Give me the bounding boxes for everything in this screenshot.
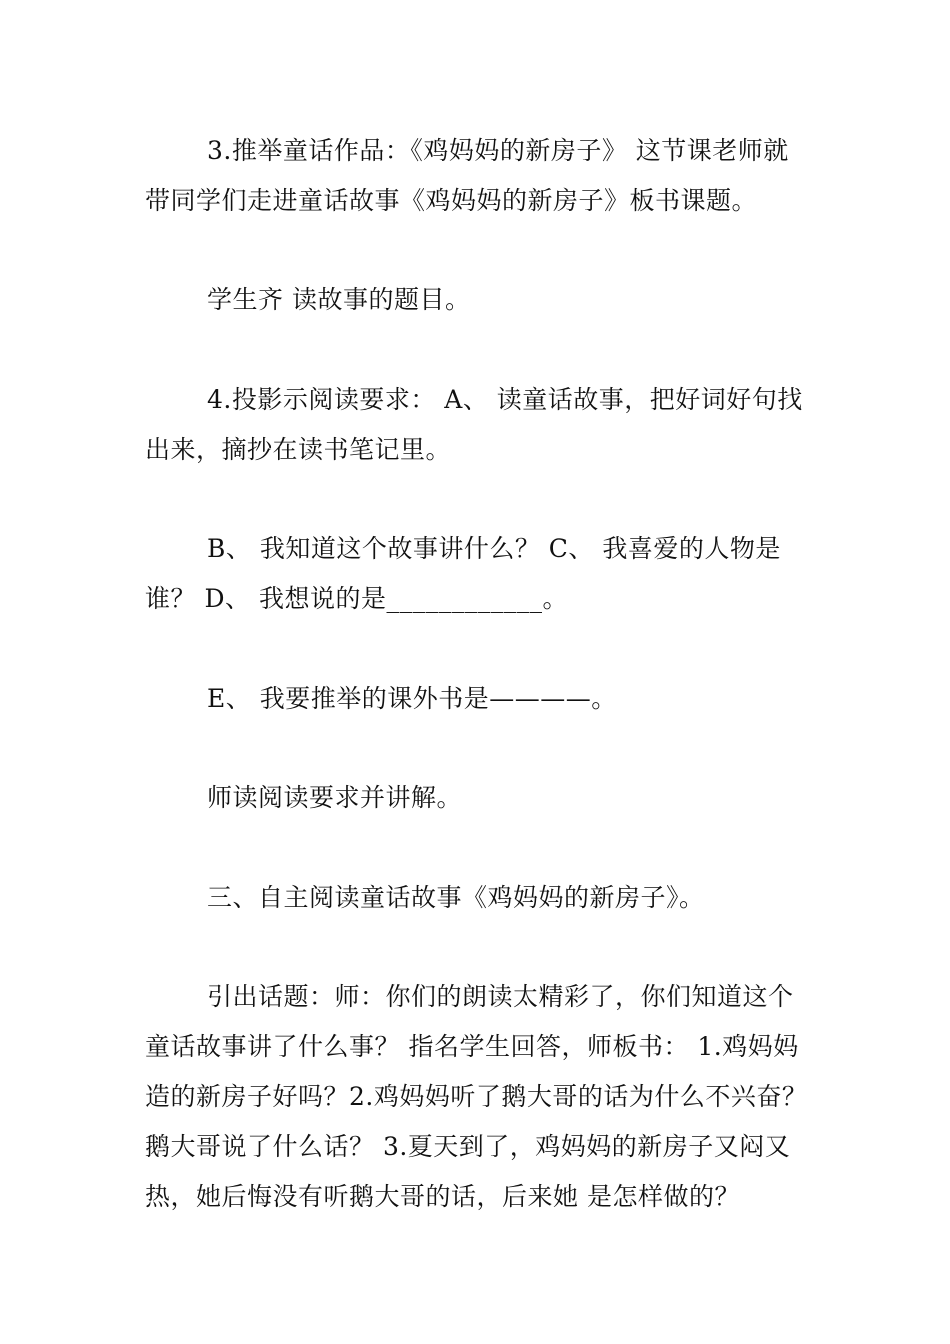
paragraph-teacher-explains: 师读阅读要求并讲解。 [207,783,463,812]
paragraph-introduce-topic: 引出话题：师：你们的朗读太精彩了，你们知道这个童话故事讲了什么事？ 指名学生回答，师板书： 1.鸡妈妈造的新房子好吗？2.鸡妈妈听了鹅大哥的话为什么不兴奋？鹅大哥说了什么话？ 3.夏天到了，鸡妈妈的新房子又闷又热，她后悔没有听鹅大哥的话，后来她 是怎样做的？ [145,982,808,1211]
paragraph-reading-requirements: 4.投影示阅读要求： A、 读童话故事，把好词好句找出来，摘抄在读书笔记里。 [145,385,803,464]
paragraph-requirements-b-c-d: B、 我知道这个故事讲什么？ C、 我喜爱的人物是谁？ D、 我想说的是____________。 [145,534,781,613]
paragraph-students-read-title: 学生齐 读故事的题目。 [207,285,471,314]
paragraph-recommend-fairy-tale: 3.推举童话作品：《鸡妈妈的新房子》 这节课老师就带同学们走进童话故事《鸡妈妈的新房子》板书课题。 [145,136,789,215]
paragraph-requirement-e: E、 我要推举的课外书是————。 [207,684,617,713]
section-heading-self-reading: 三、自主阅读童话故事《鸡妈妈的新房子》。 [207,883,705,912]
